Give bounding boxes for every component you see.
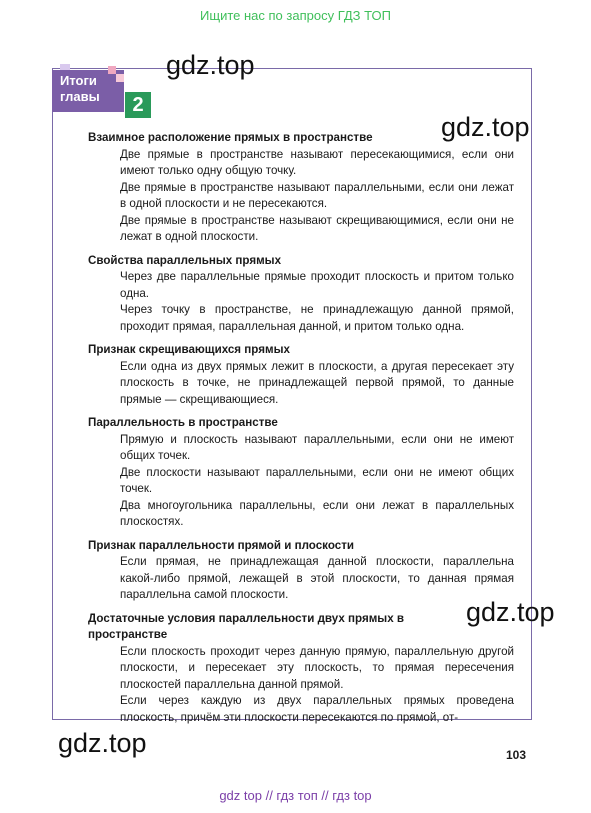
definition-paragraph: Две прямые в пространстве называют параллельными, если они лежат в одной плоскости и не пересекаются. <box>120 180 514 210</box>
badge-line1: Итоги <box>60 73 97 88</box>
badge-line2: главы <box>60 89 100 104</box>
definition-paragraph: Если прямая, не принадлежащая данной плоскости, параллельна какой-либо прямой, лежащей в этой плоскости, то данная прямая параллельна самой плоскости. <box>120 555 514 601</box>
watermark: gdz.top <box>166 50 255 80</box>
summary-section <box>88 253 514 336</box>
definition-paragraph: Если одна из двух прямых лежит в плоскости, а другая пересекает эту плоскость в точке, не принадлежащей первой прямой, то данные прямые — скрещивающиеся. <box>120 359 514 406</box>
section-title: Взаимное расположение прямых в пространстве <box>88 131 373 144</box>
definition-paragraph: Через точку в пространстве, не принадлежащую данной прямой, проходит прямая, параллельная данной, и притом только одна. <box>120 303 514 333</box>
watermark: gdz.top <box>441 112 530 142</box>
definition-paragraph: Через две параллельные прямые проходит плоскость и притом только одна. <box>120 270 514 300</box>
definition-paragraph: Две прямые в пространстве называют скрещивающимися, если они не лежат в одной плоскости. <box>120 213 514 243</box>
definition-paragraph: Если через каждую из двух параллельных прямых проведена плоскость, причём эти плоскости пересекаются по прямой, от- <box>120 694 514 724</box>
watermark: gdz.top <box>58 728 147 758</box>
section-title: Достаточные условия параллельности двух прямых в пространстве <box>88 611 404 641</box>
chapter-number: 2 <box>125 92 151 118</box>
summary-section <box>88 130 514 246</box>
definition-paragraph: Два многоугольника параллельны, если они лежат в параллельных плоскостях. <box>120 498 514 528</box>
section-title: Признак скрещивающихся прямых <box>88 343 290 356</box>
summary-section <box>88 415 514 531</box>
summary-content <box>88 130 514 726</box>
chapter-badge-label <box>60 73 130 105</box>
section-title: Признак параллельности прямой и плоскости <box>88 538 355 552</box>
definition-paragraph: Две прямые в пространстве называют пересекающимися, если они имеют только одну общую точку. <box>120 147 514 177</box>
watermark: gdz.top <box>466 597 555 627</box>
footer-links: gdz top // гдз топ // гдз top <box>219 788 372 803</box>
page-number: 103 <box>506 748 527 762</box>
definition-paragraph: Прямую и плоскость называют параллельными, если они не имеют общих точек. <box>120 432 514 462</box>
summary-section <box>88 342 514 408</box>
section-title: Свойства параллельных прямых <box>88 253 282 267</box>
summary-section <box>88 611 514 727</box>
top-banner: Ищите нас по запросу ГДЗ ТОП <box>200 8 391 23</box>
definition-paragraph: Если плоскость проходит через данную прямую, параллельную другой плоскости, и пересекает эту плоскость, то прямая пересечения плоскостей параллельна данной прямой. <box>120 644 514 691</box>
definition-paragraph: Две плоскости называют параллельными, если они не имеют общих точек. <box>120 465 514 495</box>
section-title: Параллельность в пространстве <box>88 416 278 429</box>
summary-section <box>88 538 514 604</box>
